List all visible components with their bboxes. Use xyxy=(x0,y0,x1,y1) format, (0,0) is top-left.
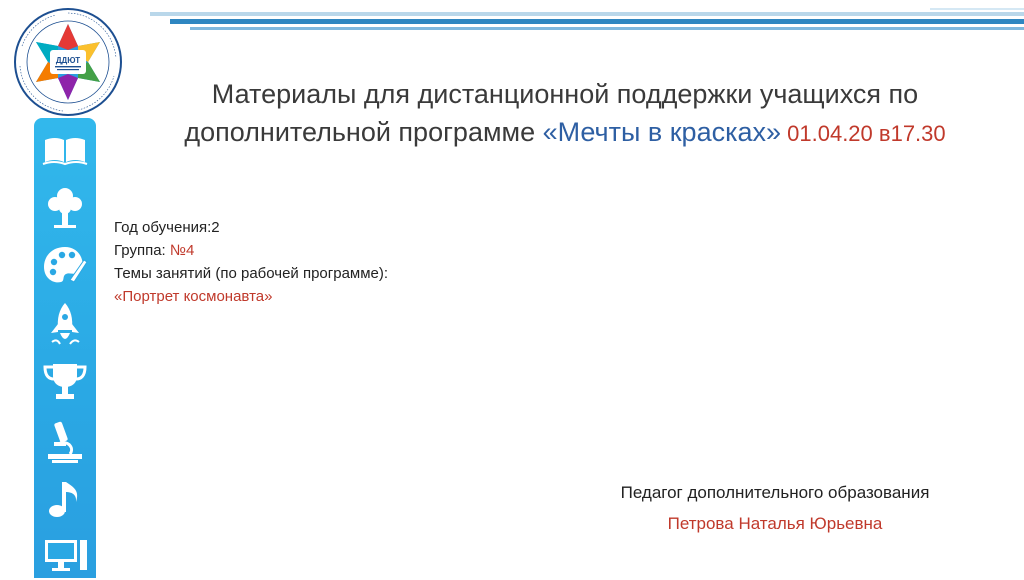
teacher-name: Петрова Наталья Юрьевна xyxy=(667,514,883,533)
book-icon xyxy=(40,124,90,174)
rocket-icon xyxy=(40,300,90,350)
study-year-label: Год обучения: xyxy=(114,219,212,236)
trophy-icon xyxy=(40,356,90,406)
music-note-icon xyxy=(40,474,90,524)
group-value: №4 xyxy=(169,242,195,259)
session-date: 01.04.20 в17.30 xyxy=(781,121,946,146)
microscope-icon xyxy=(40,416,90,466)
teacher-role: Педагог дополнительного образования xyxy=(620,483,930,502)
logo-text: ДДЮТ xyxy=(55,56,81,65)
palette-icon xyxy=(40,240,90,290)
header-stripes xyxy=(0,0,1024,40)
tree-icon xyxy=(40,182,90,232)
computer-icon xyxy=(40,530,90,580)
group xyxy=(114,239,388,262)
title-line-2 xyxy=(120,113,1010,153)
lesson-topic: «Портрет космонавта» xyxy=(114,288,273,305)
title-line-1: Материалы для дистанционной поддержки учащихся по xyxy=(211,79,919,109)
study-year-value: 2 xyxy=(211,219,220,236)
organization-logo xyxy=(8,6,128,118)
topics-label: Темы занятий (по рабочей программе): xyxy=(114,265,389,282)
study-year xyxy=(114,216,388,239)
sidebar-panel xyxy=(34,118,96,578)
title-prefix: дополнительной программе xyxy=(184,117,543,147)
course-info xyxy=(114,216,388,308)
page-title xyxy=(120,75,1010,153)
program-name: «Мечты в красках» xyxy=(542,117,782,147)
group-label: Группа: xyxy=(114,242,170,259)
